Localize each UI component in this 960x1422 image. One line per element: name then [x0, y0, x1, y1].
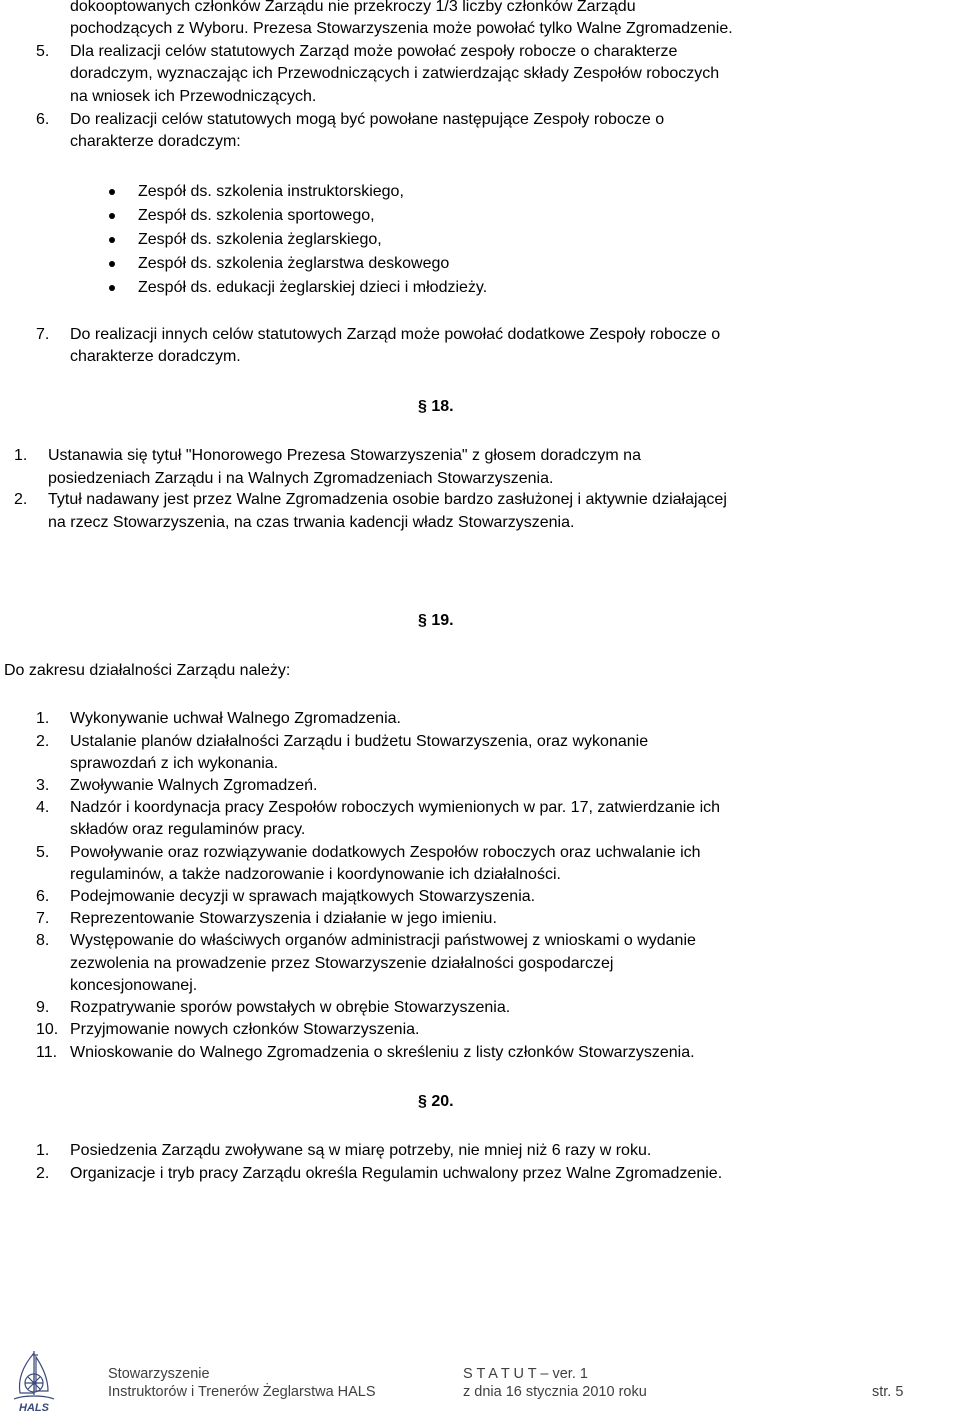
page-label: str. [872, 1384, 892, 1400]
paragraph-line: dokooptowanych członków Zarządu nie przekroczy 1/3 liczby członków Zarządu [70, 0, 636, 15]
list-number: 7. [36, 326, 50, 343]
list-item-text: Posiedzenia Zarządu zwoływane są w miarę potrzeby, nie mniej niż 6 razy w roku. [70, 1142, 652, 1159]
list-number: 2. [36, 1165, 50, 1182]
list-item-text: Dla realizacji celów statutowych Zarząd może powołać zespoły robocze o charakterze [70, 43, 678, 60]
list-item-text: Zwoływanie Walnych Zgromadzeń. [70, 777, 318, 794]
footer-statut: S T A T U T – ver. 1 [463, 1366, 588, 1382]
list-item: Zespół ds. szkolenia żeglarskiego, [138, 231, 382, 248]
list-item: Zespół ds. edukacji żeglarskiej dzieci i młodzieży. [138, 279, 488, 296]
list-item-text: charakterze doradczym: [70, 133, 241, 150]
list-number: 1. [36, 710, 50, 727]
list-item-text: posiedzeniach Zarządu i na Walnych Zgromadzeniach Stowarzyszenia. [48, 470, 554, 487]
list-item-text: Do realizacji celów statutowych mogą być powołane następujące Zespoły robocze o [70, 111, 665, 128]
list-item-text: sprawozdań z ich wykonania. [70, 755, 279, 772]
list-number: 9. [36, 999, 50, 1016]
section-intro: Do zakresu działalności Zarządu należy: [4, 662, 291, 679]
page-number: 5 [895, 1384, 904, 1400]
list-number: 5. [36, 844, 50, 861]
list-item-text: Nadzór i koordynacja pracy Zespołów roboczych wymienionych w par. 17, zatwierdzanie ich [70, 799, 721, 816]
footer-org-line1: Stowarzyszenie [108, 1366, 210, 1382]
list-number: 8. [36, 932, 50, 949]
list-item-text: regulaminów, a także nadzorowanie i koordynowanie ich działalności. [70, 866, 561, 883]
list-number: 5. [36, 43, 50, 60]
footer-date: z dnia 16 stycznia 2010 roku [463, 1384, 647, 1400]
section-heading: § 20. [418, 1093, 454, 1110]
paragraph-line: pochodzących z Wyboru. Prezesa Stowarzyszenia może powołać tylko Walne Zgromadzenie. [70, 20, 733, 37]
list-number: 2. [36, 733, 50, 750]
list-item-text: składów oraz regulaminów pracy. [70, 821, 306, 838]
list-item-text: Przyjmowanie nowych członków Stowarzyszenia. [70, 1021, 420, 1038]
list-number: 2. [14, 491, 28, 508]
list-number: 3. [36, 777, 50, 794]
bullet-icon [109, 213, 115, 219]
list-number: 11. [36, 1044, 58, 1061]
list-item: Zespół ds. szkolenia sportowego, [138, 207, 375, 224]
bullet-icon [109, 261, 115, 267]
list-item-text: Wnioskowanie do Walnego Zgromadzenia o skreśleniu z listy członków Stowarzyszenia. [70, 1044, 695, 1061]
list-item-text: koncesjonowanej. [70, 977, 198, 994]
list-item-text: Ustalanie planów działalności Zarządu i budżetu Stowarzyszenia, oraz wykonanie [70, 733, 649, 750]
section-heading: § 18. [418, 398, 454, 415]
list-item-text: Powoływanie oraz rozwiązywanie dodatkowych Zespołów roboczych oraz uchwalanie ich [70, 844, 701, 861]
list-item-text: Ustanawia się tytuł "Honorowego Prezesa Stowarzyszenia" z głosem doradczym na [48, 447, 641, 464]
list-number: 4. [36, 799, 50, 816]
list-item-text: Do realizacji innych celów statutowych Zarząd może powołać dodatkowe Zespoły robocze o [70, 326, 721, 343]
list-number: 1. [14, 447, 28, 464]
list-item-text: Reprezentowanie Stowarzyszenia i działanie w jego imieniu. [70, 910, 497, 927]
list-number: 6. [36, 111, 50, 128]
section-heading: § 19. [418, 612, 454, 629]
footer-page [872, 1384, 903, 1400]
list-item-text: zezwolenia na prowadzenie przez Stowarzyszenie działalności gospodarczej [70, 955, 614, 972]
list-number: 6. [36, 888, 50, 905]
list-item-text: Podejmowanie decyzji w sprawach majątkowych Stowarzyszenia. [70, 888, 536, 905]
list-number: 7. [36, 910, 50, 927]
logo-text: HALS [19, 1402, 49, 1414]
list-item-text: Organizacje i tryb pracy Zarządu określa Regulamin uchwalony przez Walne Zgromadzenie. [70, 1165, 723, 1182]
bullet-icon [109, 237, 115, 243]
bullet-icon [109, 189, 115, 195]
list-item-text: Wykonywanie uchwał Walnego Zgromadzenia. [70, 710, 401, 727]
list-item-text: Występowanie do właściwych organów administracji państwowej z wnioskami o wydanie [70, 932, 696, 949]
list-number: 1. [36, 1142, 50, 1159]
bullet-icon [109, 285, 115, 291]
list-item-text: charakterze doradczym. [70, 348, 241, 365]
list-number: 10. [36, 1021, 59, 1038]
list-item: Zespół ds. szkolenia żeglarstwa deskowego [138, 255, 450, 272]
hals-logo [8, 1345, 60, 1417]
list-item-text: na wniosek ich Przewodniczących. [70, 88, 317, 105]
list-item-text: doradczym, wyznaczając ich Przewodniczących i zatwierdzając składy Zespołów roboczych [70, 65, 720, 82]
list-item: Zespół ds. szkolenia instruktorskiego, [138, 183, 404, 200]
list-item-text: Rozpatrywanie sporów powstałych w obrębie Stowarzyszenia. [70, 999, 511, 1016]
footer-org-line2: Instruktorów i Trenerów Żeglarstwa HALS [108, 1384, 376, 1400]
list-item-text: Tytuł nadawany jest przez Walne Zgromadzenia osobie bardzo zasłużonej i aktywnie działającej [48, 491, 727, 508]
list-item-text: na rzecz Stowarzyszenia, na czas trwania kadencji władz Stowarzyszenia. [48, 514, 575, 531]
